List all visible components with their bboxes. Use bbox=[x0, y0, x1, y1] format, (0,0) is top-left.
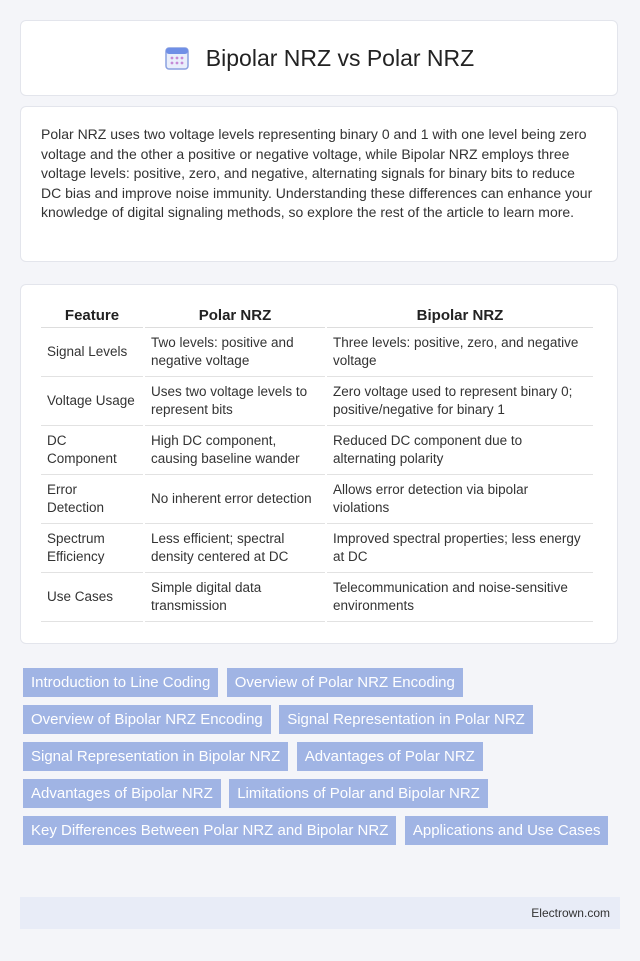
topic-tags bbox=[23, 668, 623, 853]
bipolar-cell: Improved spectral properties; less energy at DC bbox=[327, 524, 593, 573]
calendar-icon bbox=[164, 45, 190, 71]
tag-signal-representation-polar[interactable]: Signal Representation in Polar NRZ bbox=[279, 705, 533, 734]
bipolar-cell: Allows error detection via bipolar violations bbox=[327, 475, 593, 524]
polar-cell: No inherent error detection bbox=[145, 475, 325, 524]
tag-key-differences[interactable]: Key Differences Between Polar NRZ and Bipolar NRZ bbox=[23, 816, 396, 845]
tag-advantages-bipolar[interactable]: Advantages of Bipolar NRZ bbox=[23, 779, 221, 808]
feature-cell: Signal Levels bbox=[41, 328, 143, 377]
footer bbox=[20, 897, 620, 929]
tag-advantages-polar[interactable]: Advantages of Polar NRZ bbox=[297, 742, 483, 771]
polar-cell: Two levels: positive and negative voltage bbox=[145, 328, 325, 377]
tag-signal-representation-bipolar[interactable]: Signal Representation in Bipolar NRZ bbox=[23, 742, 288, 771]
comparison-table bbox=[39, 303, 595, 622]
table-row bbox=[41, 524, 593, 573]
header-feature: Feature bbox=[41, 303, 143, 328]
intro-card bbox=[20, 106, 618, 262]
header-bipolar-nrz: Bipolar NRZ bbox=[327, 303, 593, 328]
feature-cell: Spectrum Efficiency bbox=[41, 524, 143, 573]
bipolar-cell: Three levels: positive, zero, and negative voltage bbox=[327, 328, 593, 377]
feature-cell: Use Cases bbox=[41, 573, 143, 622]
page-title: Bipolar NRZ vs Polar NRZ bbox=[205, 44, 475, 71]
polar-cell: Less efficient; spectral density centered at DC bbox=[145, 524, 325, 573]
bipolar-cell: Telecommunication and noise-sensitive environments bbox=[327, 573, 593, 622]
table-row bbox=[41, 377, 593, 426]
tag-overview-bipolar-nrz[interactable]: Overview of Bipolar NRZ Encoding bbox=[23, 705, 271, 734]
bipolar-cell: Zero voltage used to represent binary 0; positive/negative for binary 1 bbox=[327, 377, 593, 426]
polar-cell: Simple digital data transmission bbox=[145, 573, 325, 622]
tag-introduction-line-coding[interactable]: Introduction to Line Coding bbox=[23, 668, 218, 697]
feature-cell: DC Component bbox=[41, 426, 143, 475]
table-row bbox=[41, 573, 593, 622]
table-row bbox=[41, 426, 593, 475]
footer-brand[interactable]: Electrown.com bbox=[531, 906, 610, 920]
tag-limitations[interactable]: Limitations of Polar and Bipolar NRZ bbox=[229, 779, 488, 808]
polar-cell: Uses two voltage levels to represent bits bbox=[145, 377, 325, 426]
title-card bbox=[20, 20, 618, 96]
bipolar-cell: Reduced DC component due to alternating polarity bbox=[327, 426, 593, 475]
tag-applications[interactable]: Applications and Use Cases bbox=[405, 816, 609, 845]
polar-cell: High DC component, causing baseline wander bbox=[145, 426, 325, 475]
table-row bbox=[41, 328, 593, 377]
comparison-card bbox=[20, 284, 618, 644]
tag-overview-polar-nrz[interactable]: Overview of Polar NRZ Encoding bbox=[227, 668, 463, 697]
feature-cell: Error Detection bbox=[41, 475, 143, 524]
table-header-row bbox=[41, 303, 593, 328]
intro-text: Polar NRZ uses two voltage levels representing binary 0 and 1 with one level being zero voltage and the other a positive or negative voltage, while Bipolar NRZ employs three voltage levels: positive, zero, and negative, alternating signals for binary bits to reduce DC bias and improve noise immunity. Understanding these differences can enhance your knowledge of digital signaling methods, so explore the rest of the article to learn more. bbox=[41, 126, 593, 220]
feature-cell: Voltage Usage bbox=[41, 377, 143, 426]
header-polar-nrz: Polar NRZ bbox=[145, 303, 325, 328]
table-row bbox=[41, 475, 593, 524]
